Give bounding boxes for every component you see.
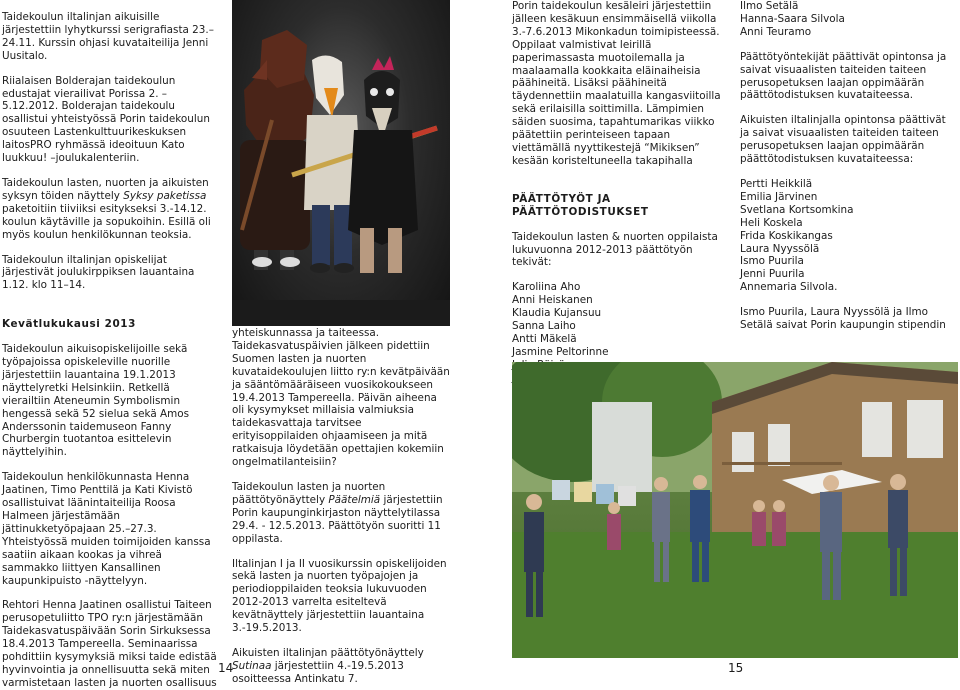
name-item: Anni Teuramo (740, 25, 812, 38)
right-column-2 (740, 0, 958, 332)
paragraph: Iltalinjan I ja II vuosikurssin opiskelijoiden sekä lasten ja nuorten työpajojen ja periodioppilaiden teoksia lukuvuoden 2012-2013 varrelta esiteltevä kevätnäyttely järjestettiin lauantaina 3.-19.5.2013. (232, 557, 447, 635)
mask-costumes-photo (232, 0, 450, 326)
right-column-1 (512, 0, 722, 385)
exhibition-title: Sutinaa (232, 659, 272, 672)
name-item: Ismo Puurila (740, 255, 804, 268)
name-item: Anni Heiskanen (512, 294, 593, 307)
paragraph: Porin taidekoulun kesäleiri järjestettiin jälleen kesäkuun ensimmäisellä viikolla 3.-7.6.2013 Mikonkadun toimipisteessä. Oppilaat valmistivat leirillä paperimassasta muotoilemalla ja maalaamalla kookkaita eläinaiheisia päähineitä. Lisäksi päähineitä täydennettiin maalatuilla kangasviitoilla sekä erilaisilla soittimilla. Lämpimien säiden suosima, tapahtumarikas viikko päätettiin perinteiseen tapaan viettämällä nyyttikestejä “Mikiksen” kesään koristeltuneella takapihalla (512, 0, 721, 167)
name-item: Hanna-Saara Silvola (740, 12, 845, 25)
page-number-right: 15 (728, 661, 744, 675)
garden-scene-illustration (512, 362, 958, 658)
paragraph: yhteiskunnassa ja taiteessa. Taidekasvatuspäivien jälkeen pidettiin Suomen lasten ja nuorten kuvataidekoulujen liitto ry:n kevätpäivään ja sääntömääräiseen vuosikokoukseen 19.4.2013 Tampereella. Päivän aiheena oli kysymykset millaisia valmiuksia taidekasvattaja tarvitsee erityisoppilaiden ohjaamiseen ja mitä ratkaisuja löydetään opettajien kokemiin ongelmatilanteisiin? (232, 327, 450, 469)
paragraph: Taidekoulun lasten, nuorten ja aikuisten syksyn töiden näyttely Syksy paketissa paketoitiin tiiviiksi esitykseksi 3.-14.12. koulun käytäville ja sopukoihin. Esillä oli myös koulun henkilökunnan teoksia. (2, 176, 211, 241)
name-item: Klaudia Kujansuu (512, 307, 602, 320)
summer-camp-garden-photo (512, 362, 958, 658)
section-heading: PÄÄTTÖTYÖT JA PÄÄTTÖTODISTUKSET (512, 192, 649, 218)
paragraph: Taidekoulun henkilökunnasta Henna Jaatinen, Timo Penttilä ja Kati Kivistö osallistuivat läänintaiteilija Roosa Halmeen järjestämään jättinukketyöpajaan 25.–27.3. Yhteistyössä muiden toimijoiden kanssa saatiin aikaan kookas ja vihreä sammakko liittyen Kansallinen kaupunkipuisto -näyttelyyn. (2, 471, 211, 587)
paragraph: Ismo Puurila, Laura Nyyssölä ja Ilmo Setälä saivat Porin kaupungin stipendin (740, 306, 946, 332)
name-item: Frida Koskikangas (740, 229, 833, 242)
name-item: Karoliina Aho (512, 281, 581, 294)
name-item: Emilia Järvinen (740, 190, 818, 203)
name-item: Jenni Puurila (740, 268, 805, 281)
exhibition-title: Syksy paketissa (123, 189, 207, 202)
paragraph: Taidekoulun lasten & nuorten oppilaista lukuvuonna 2012-2013 päättötyön tekivät: (512, 230, 718, 269)
page-number-left: 14 (218, 661, 234, 675)
exhibition-title: Päätelmiä (328, 493, 381, 506)
name-item: Laura Nyyssölä (740, 242, 820, 255)
paragraph: Taidekoulun iltalinjan opiskelijat järjestivät joulukirppiksen lauantaina 1.12. klo 11–14. (2, 253, 195, 292)
name-item: Jasmine Peltorinne (512, 345, 609, 358)
paragraph: Rehtori Henna Jaatinen osallistui Taiteen perusopetuliitto TPO ry:n järjestämään Taidekasvatuspäivään Sorin Sirkuksessa 18.4.2013 Tampereella. Seminaarissa pohdittiin kysymyksiä miksi taide edistää hyvinvointia ja onnellisuutta sekä miten varmistetaan lasten ja nuorten osallisuus (2, 599, 217, 689)
adult-graduate-names-list (740, 178, 958, 294)
name-item: Antti Mäkelä (512, 332, 577, 345)
left-column-2 (232, 327, 450, 686)
masked-figures-illustration (232, 0, 450, 326)
paragraph: Riialaisen Bolderajan taidekoulun edustajat vierailivat Porissa 2. – 5.12.2012. Bolderajan taidekoulu osallistui yhteistyössä Porin taidekoulun osuuteen Lastenkulttuurikeskuksen laitosPRO ryhmässä ideoituun Kato luukkuu! –joulukalenteriin. (2, 74, 210, 165)
name-item: Ilmo Setälä (740, 0, 799, 12)
paragraph: Taidekoulun aikuisopiskelijoille sekä työpajoissa opiskeleville nuorille järjestettiin lauantaina 19.1.2013 näyttelyretki Helsinkiin. Retkellä vierailtiin Ateneumin Symbolismin hengessä sekä 52 sielua sekä Amos Anderssonin taidemuseon Fanny Churbergin tuotantoa esittelevin näyttelyihin. (2, 343, 190, 459)
section-heading: Kevätlukukausi 2013 (2, 318, 136, 331)
name-item: Pertti Heikkilä (740, 177, 813, 190)
name-item: Sanna Laiho (512, 320, 576, 333)
name-item: Annemaria Silvola. (740, 281, 838, 294)
paragraph: Päättötyöntekijät päättivät opintonsa ja saivat visuaalisten taiteiden taiteen perusopetuksen laajan oppimäärän päättötodistuksen kuvataiteessa. (740, 50, 947, 102)
paragraph: Aikuisten iltalinjalla opintonsa päättivät ja saivat visuaalisten taiteiden taiteen perusopetuksen laajan oppimäärän päättötodistuksen kuvataiteessa: (740, 114, 946, 166)
name-item: Heli Koskela (740, 216, 803, 229)
left-column-1 (2, 11, 220, 690)
paragraph: Taidekoulun iltalinjan aikuisille järjestettiin lyhytkurssi serigrafiasta 23.–24.11. Kurssin ohjasi kuvataiteilija Jenni Uusitalo. (2, 11, 214, 62)
graduate-names-list-continued (740, 0, 958, 39)
paragraph: Aikuisten iltalinjan päättötyönäyttely Sutinaa järjestettiin 4.-19.5.2013 osoitteessa Antinkatu 7. (232, 646, 424, 685)
paragraph: Taidekoulun lasten ja nuorten päättötyönäyttely Päätelmiä järjestettiin Porin kaupunginkirjaston näyttelytilassa 29.4. - 12.5.2013. Päättötyön suoritti 11 oppilasta. (232, 480, 443, 545)
name-item: Svetlana Kortsomkina (740, 203, 854, 216)
